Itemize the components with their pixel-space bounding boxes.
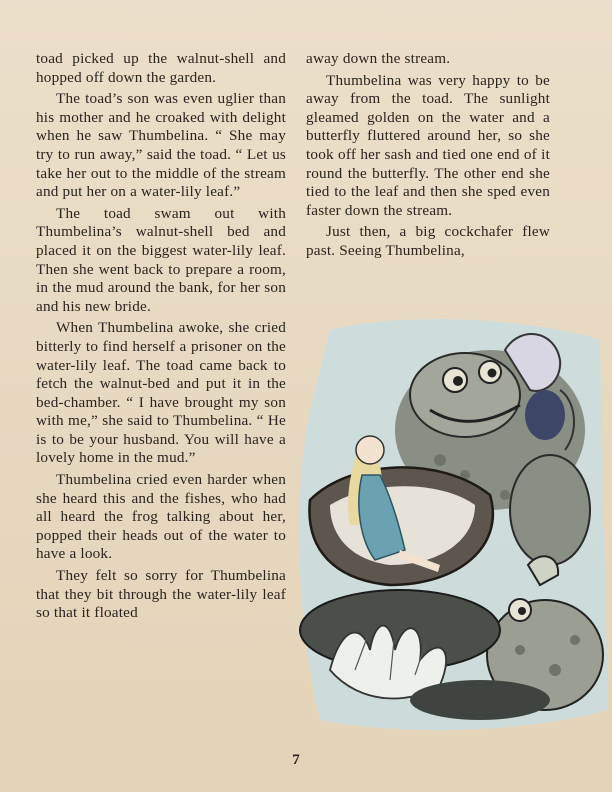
paragraph: Thumbelina cried even harder when she heard this and the fishes, who had all heard the frog talking about her, popped their heads out of the water to have a look.	[36, 471, 286, 563]
page-number: 7	[292, 752, 300, 768]
illustration-toads-and-thumbelina	[290, 310, 608, 738]
left-text-column	[36, 50, 286, 626]
paragraph: The toad’s son was even uglier than his mother and he croaked with delight when he saw Thumbelina. “ She may try to run away,” said the toad. “ Let us take her out to the middle of the stream and put her on a water-lily leaf.”	[36, 90, 286, 201]
paragraph: Thumbelina was very happy to be away from the toad. The sunlight gleamed golden on the water and a butterfly fluttered around her, so she took off her sash and tied one end of it round the butterfly. The other end she tied to the leaf and then she sped even faster down the stream.	[306, 71, 550, 219]
right-text-column	[306, 50, 550, 264]
paragraph: They felt so sorry for Thumbelina that they bit through the water-lily leaf so that it floated	[36, 567, 286, 622]
illustration-svg	[290, 310, 608, 738]
paragraph: toad picked up the walnut-shell and hopped off down the garden.	[36, 50, 286, 86]
paragraph: When Thumbelina awoke, she cried bitterly to find herself a prisoner on the water-lily leaf. The toad came back to fetch the walnut-bed and put it in the bed-chamber. “ I have brought my son with me,” she said to Thumbelina. “ He is to be your husband. You will have a lovely home in the mud.”	[36, 319, 286, 467]
paragraph: Just then, a big cockchafer flew past. Seeing Thumbelina,	[306, 223, 550, 259]
paragraph: away down the stream.	[306, 50, 451, 67]
paragraph: The toad swam out with Thumbelina’s walnut-shell bed and placed it on the biggest water-lily leaf. Then she went back to prepare a room, in the mud around the bank, for her son and his new bride.	[36, 204, 286, 315]
